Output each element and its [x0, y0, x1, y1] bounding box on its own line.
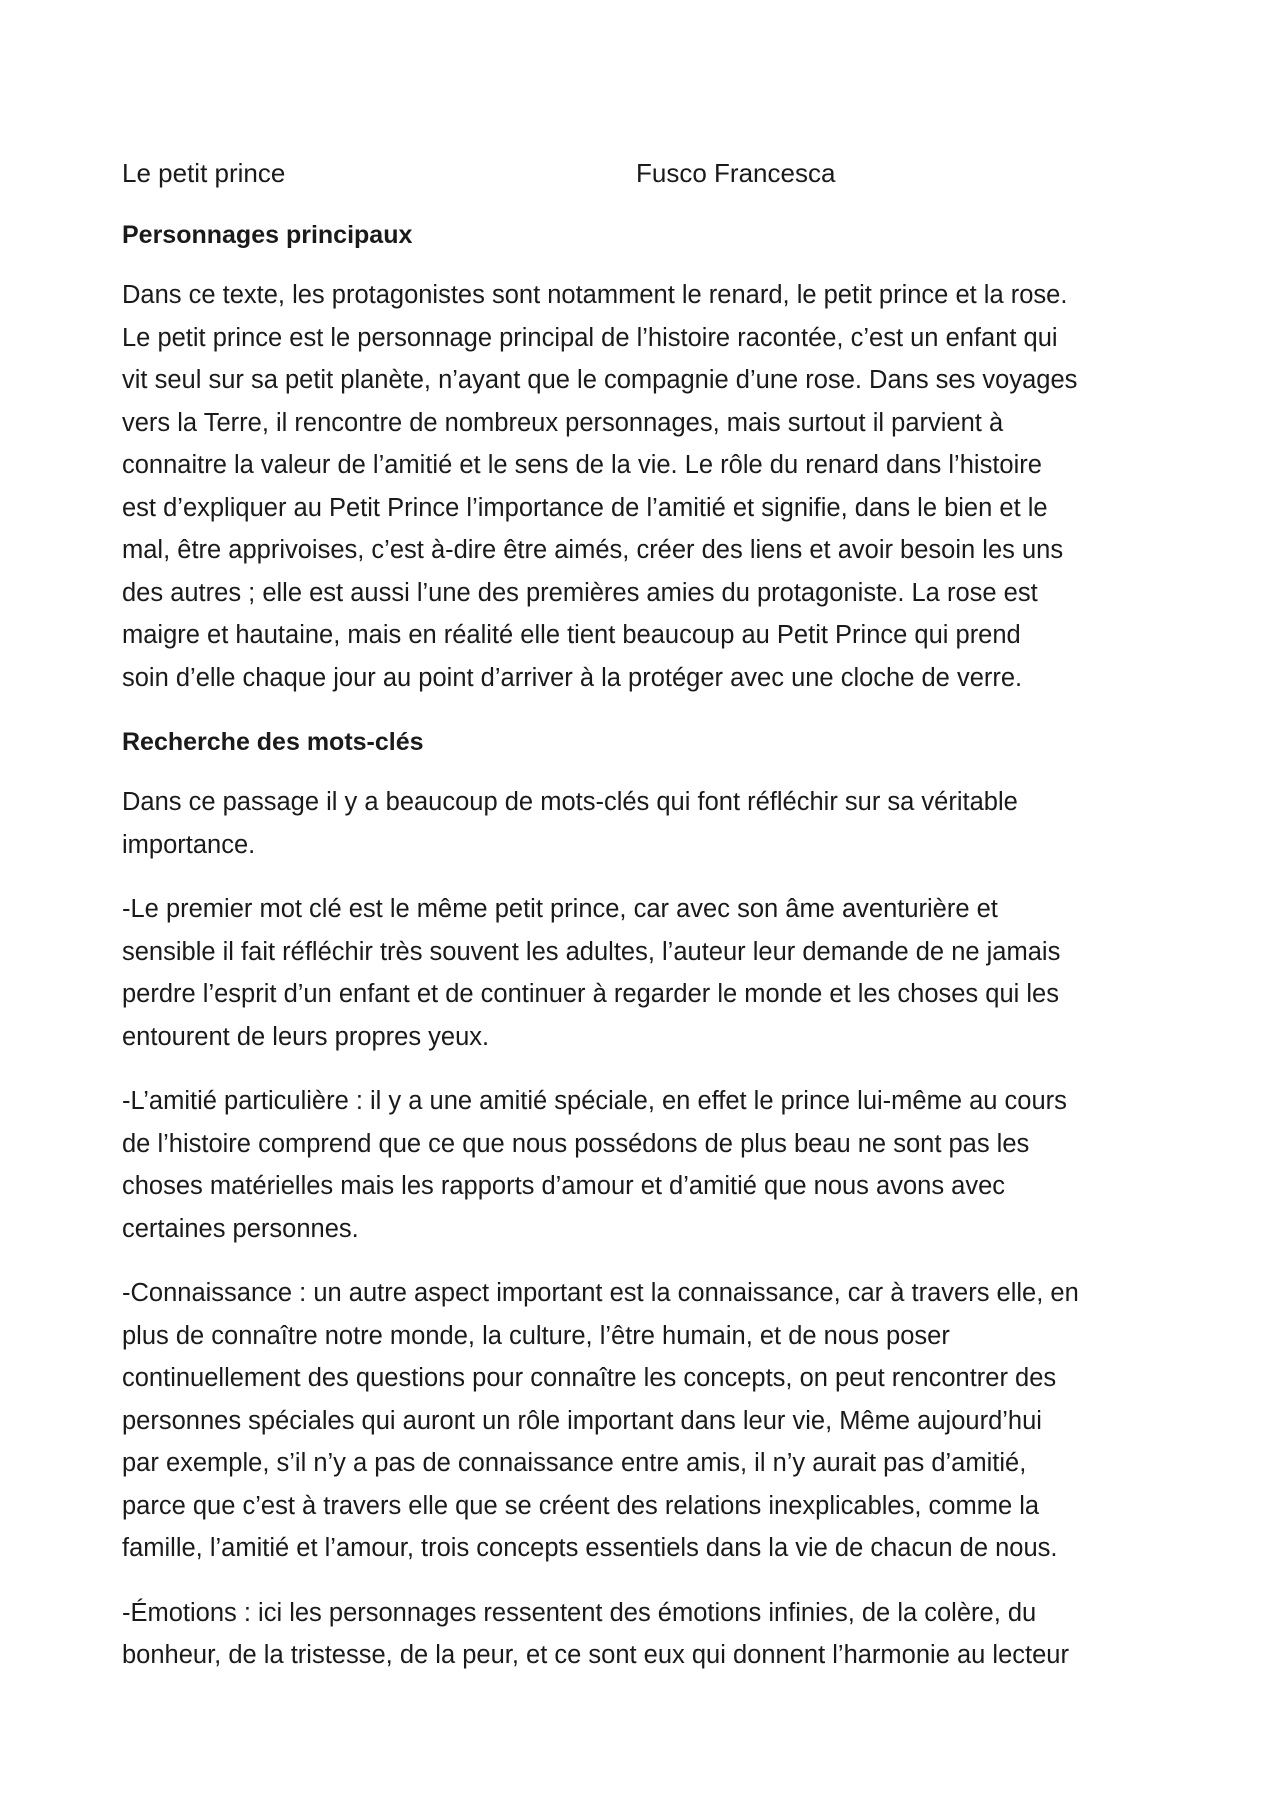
document-author: Fusco Francesca	[636, 158, 836, 188]
text-line: perdre l’esprit d’un enfant et de continuer à regarder le monde et les choses qui les	[122, 980, 1059, 1008]
paragraph-keyword-petit-prince	[122, 888, 1182, 1058]
document-body	[122, 150, 1182, 1699]
text-line: parce que c’est à travers elle que se créent des relations inexplicables, comme la	[122, 1491, 1040, 1520]
text-line: Dans ce texte, les protagonistes sont notamment le renard, le petit prince et la rose.	[122, 281, 1068, 309]
text-line: -L’amitié particulière : il y a une amitié spéciale, en effet le prince lui-même au cours	[122, 1087, 1067, 1115]
paragraph-keyword-amitie	[122, 1080, 1182, 1250]
paragraph-keyword-emotions	[122, 1592, 1182, 1677]
text-line: entourent de leurs propres yeux.	[122, 1022, 490, 1051]
text-line: -Émotions : ici les personnages ressentent des émotions infinies, de la colère, du	[122, 1598, 1037, 1627]
section-heading-characters: Personnages principaux	[122, 221, 413, 249]
document-title: Le petit prince	[122, 158, 286, 188]
text-line: vers la Terre, il rencontre de nombreux personnages, mais surtout il parvient à	[122, 408, 1004, 437]
document-header	[122, 150, 1182, 196]
text-line: sensible il fait réfléchir très souvent les adultes, l’auteur leur demande de ne jamais	[122, 937, 1061, 966]
text-line: mal, être apprivoises, c’est à-dire être aimés, créer des liens et avoir besoin les uns	[122, 536, 1064, 564]
paragraph-keywords-intro	[122, 781, 1182, 866]
text-line: certaines personnes.	[122, 1214, 359, 1243]
text-line: est d’expliquer au Petit Prince l’importance de l’amitié et signifie, dans le bien et le	[122, 493, 1048, 522]
section-heading-keywords: Recherche des mots-clés	[122, 728, 424, 756]
text-line: de l’histoire comprend que ce que nous possédons de plus beau ne sont pas les	[122, 1129, 1030, 1158]
text-line: connaitre la valeur de l’amitié et le sens de la vie. Le rôle du renard dans l’histoire	[122, 451, 1042, 479]
text-line: personnes spéciales qui auront un rôle important dans leur vie, Même aujourd’hui	[122, 1406, 1042, 1435]
text-line: Le petit prince est le personnage principal de l’histoire racontée, c’est un enfant qui	[122, 323, 1058, 352]
text-line: famille, l’amitié et l’amour, trois concepts essentiels dans la vie de chacun de nous.	[122, 1534, 1058, 1562]
text-line: vit seul sur sa petit planète, n’ayant que le compagnie d’une rose. Dans ses voyages	[122, 366, 1078, 394]
text-line: -Le premier mot clé est le même petit prince, car avec son âme aventurière et	[122, 895, 998, 923]
text-line: plus de connaître notre monde, la culture, l’être humain, et de nous poser	[122, 1321, 950, 1350]
text-line: -Connaissance : un autre aspect important est la connaissance, car à travers elle, en	[122, 1279, 1079, 1307]
text-line: bonheur, de la tristesse, de la peur, et ce sont eux qui donnent l’harmonie au lecteur	[122, 1641, 1069, 1669]
text-line: choses matérielles mais les rapports d’amour et d’amitié que nous avons avec	[122, 1172, 1006, 1200]
paragraph-keyword-connaissance	[122, 1272, 1182, 1570]
text-line: soin d’elle chaque jour au point d’arriver à la protéger avec une cloche de verre.	[122, 663, 1023, 692]
text-line: Dans ce passage il y a beaucoup de mots-clés qui font réfléchir sur sa véritable	[122, 788, 1018, 816]
text-line: des autres ; elle est aussi l’une des premières amies du protagoniste. La rose est	[122, 578, 1038, 607]
text-line: importance.	[122, 830, 256, 859]
paragraph-characters	[122, 274, 1182, 699]
text-line: continuellement des questions pour connaître les concepts, on peut rencontrer des	[122, 1364, 1057, 1392]
text-line: maigre et hautaine, mais en réalité elle tient beaucoup au Petit Prince qui prend	[122, 621, 1021, 649]
text-line: par exemple, s’il n’y a pas de connaissance entre amis, il n’y aurait pas d’amitié,	[122, 1449, 1027, 1477]
